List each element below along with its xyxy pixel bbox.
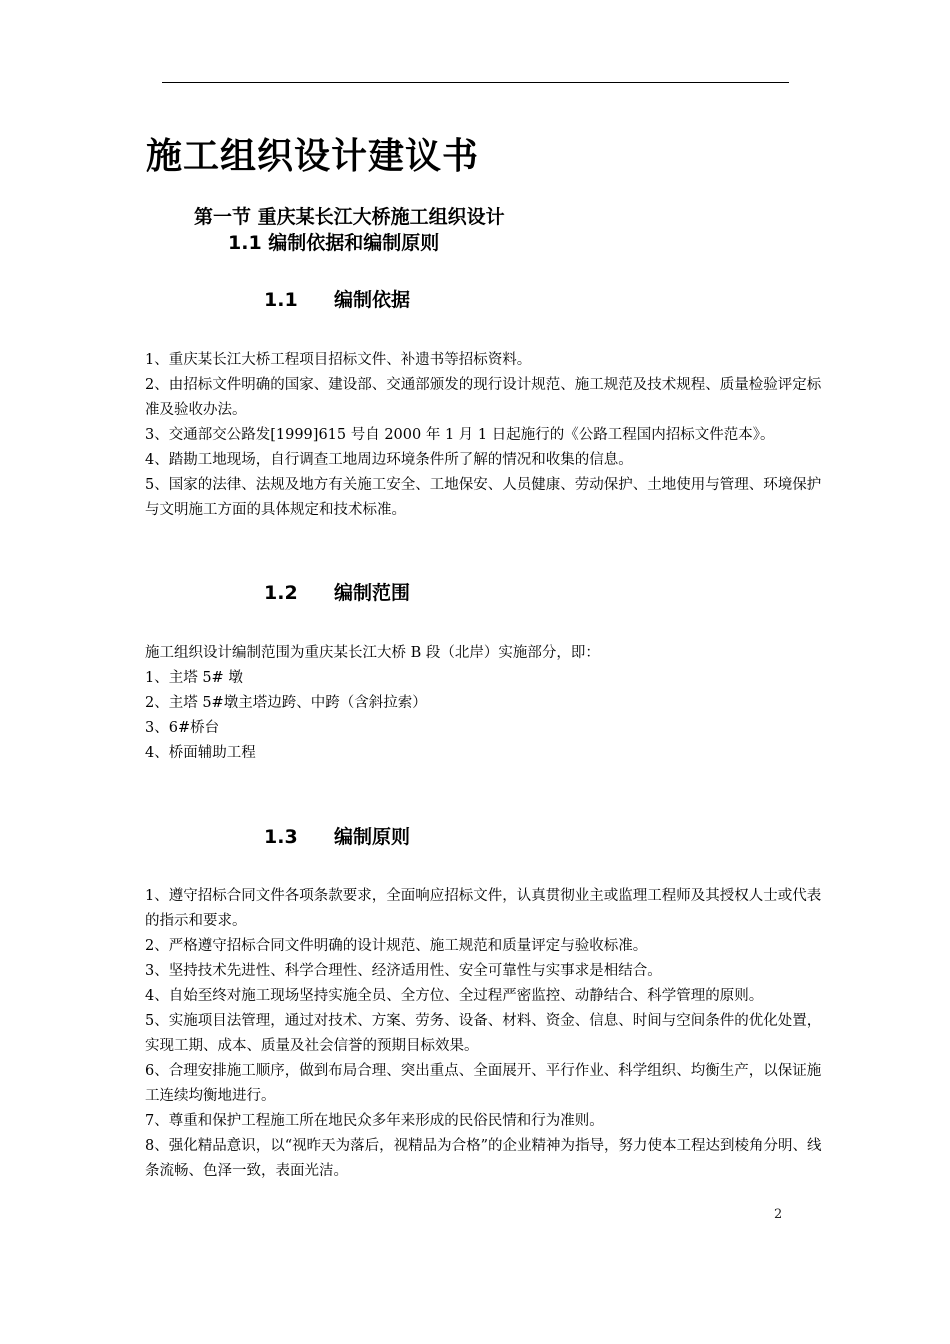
page-number: 2	[774, 1207, 783, 1222]
paragraph: 7、尊重和保护工程施工所在地民众多年来形成的民俗民情和行为准则。	[145, 1113, 604, 1129]
paragraph: 2、由招标文件明确的国家、建设部、交通部颁发的现行设计规范、施工规范及技术规程、质量检验评定标准及验收办法。	[145, 377, 822, 418]
section-heading: 第一节 重庆某长江大桥施工组织设计	[194, 206, 505, 228]
paragraph: 4、桥面辅助工程	[145, 745, 256, 761]
paragraph: 3、6#桥台	[145, 720, 220, 736]
paragraph: 5、实施项目法管理，通过对技术、方案、劳务、设备、材料、资金、信息、时间与空间条件的优化处置，实现工期、成本、质量及社会信誉的预期目标效果。	[145, 1013, 822, 1054]
paragraph: 5、国家的法律、法规及地方有关施工安全、工地保安、人员健康、劳动保护、土地使用与管理、环境保护与文明施工方面的具体规定和技术标准。	[145, 477, 822, 518]
paragraph: 3、坚持技术先进性、科学合理性、经济适用性、安全可靠性与实事求是相结合。	[145, 963, 662, 979]
paragraph: 8、强化精品意识，以“视昨天为落后，视精品为合格”的企业精神为指导，努力使本工程达到棱角分明、线条流畅、色泽一致，表面光洁。	[145, 1138, 822, 1179]
heading-number: 1.2	[264, 582, 298, 604]
paragraph: 1、遵守招标合同文件各项条款要求，全面响应招标文件，认真贯彻业主或监理工程师及其授权人士或代表的指示和要求。	[145, 888, 822, 929]
paragraph: 3、交通部交公路发[1999]615 号自 2000 年 1 月 1 日起施行的《公路工程国内招标文件范本》。	[145, 427, 775, 443]
heading-1-3	[264, 823, 410, 851]
document-title: 施工组织设计建议书	[146, 136, 480, 177]
heading-number: 1.1	[264, 289, 298, 311]
heading-number: 1.3	[264, 826, 298, 848]
paragraph: 4、自始至终对施工现场坚持实施全员、全方位、全过程严密监控、动静结合、科学管理的原则。	[145, 988, 764, 1004]
header-rule	[162, 82, 789, 83]
paragraph: 1、主塔 5# 墩	[145, 670, 243, 686]
heading-1-1	[264, 286, 410, 314]
paragraph: 1、重庆某长江大桥工程项目招标文件、补遗书等招标资料。	[145, 352, 532, 368]
heading-title: 编制依据	[334, 289, 411, 311]
paragraph: 6、合理安排施工顺序，做到布局合理、突出重点、全面展开、平行作业、科学组织、均衡生产，以保证施工连续均衡地进行。	[145, 1063, 822, 1104]
paragraph: 4、踏勘工地现场，自行调查工地周边环境条件所了解的情况和收集的信息。	[145, 452, 633, 468]
section-1-2-body	[145, 641, 825, 766]
sub-heading: 1.1 编制依据和编制原则	[228, 232, 440, 254]
heading-title: 编制原则	[334, 826, 411, 848]
paragraph: 2、主塔 5#墩主塔边跨、中跨（含斜拉索）	[145, 695, 427, 711]
section-1-3-body	[145, 884, 825, 1184]
paragraph: 施工组织设计编制范围为重庆某长江大桥 B 段（北岸）实施部分，即：	[145, 645, 600, 661]
heading-1-2	[264, 579, 410, 607]
section-1-1-body	[145, 348, 825, 523]
paragraph: 2、严格遵守招标合同文件明确的设计规范、施工规范和质量评定与验收标准。	[145, 938, 648, 954]
heading-title: 编制范围	[334, 582, 411, 604]
